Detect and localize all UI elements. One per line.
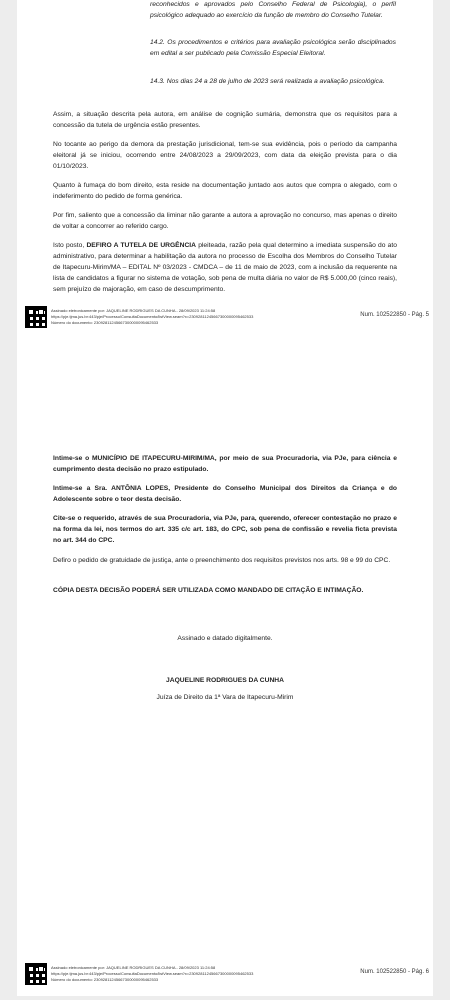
- signed-by-line: Assinado eletronicamente por: JAQUELINE RODRIGUES DA CUNHA - 28/09/2023 11:24:58: [51, 965, 216, 970]
- paragraph-intimation-municipality: Intime-se o MUNICÍPIO DE ITAPECURU-MIRIM/MA, por meio de sua Procuradoria, via PJe, para ciência e cumprimento desta decisão no prazo estipulado.: [53, 455, 397, 473]
- qr-code-icon: [25, 306, 47, 328]
- decision-rest: pleiteada, razão pela qual determino a imediata suspensão do ato administrativo, para determinar a habilitação da autora no processo de Escolha dos Membros do Conselho Tutelar de Itapecuru-Mirim/MA – EDITAL Nº 03/2023 - CMDCA – de 11 de maio de 2023, com a inclusão da requerente na lista de candidatos a figurar no sistema de votação, sob pena de multa diária no valor de R$ 5.000,00 (cinco reais), sem prejuízo de majoração, em caso de descumprimento.: [53, 242, 397, 293]
- signature-info: [51, 308, 351, 326]
- paragraph-intimation-council: Intime-se a Sra. ANTÔNIA LOPES, Presidente do Conselho Municipal dos Direitos da Criança e do Adolescente sobre o teor desta decisão.: [53, 485, 397, 503]
- document-url-link[interactable]: https://pje.tjma.jus.br:443/pje/Processo/ConsultaDocumento/listView.seam?x=23092811245667300000095462533: [51, 314, 254, 319]
- page-number: Num. 102522850 - Pág. 6: [360, 969, 429, 975]
- signed-digitally-text: Assinado e datado digitalmente.: [177, 635, 273, 642]
- paragraph-free-justice: Defiro o pedido de gratuidade de justiça, ante o preenchimento dos requisitos previstos nos arts. 98 e 99 do CPC.: [53, 557, 391, 564]
- signature-footer: [25, 963, 429, 987]
- decision-intro: Isto posto,: [53, 242, 87, 249]
- signature-info: [51, 965, 351, 983]
- signed-by-line: Assinado eletronicamente por: JAQUELINE RODRIGUES DA CUNHA - 28/09/2023 11:24:58: [51, 308, 216, 313]
- page-number: Num. 102522850 - Pág. 5: [360, 312, 429, 318]
- judge-name: JAQUELINE RODRIGUES DA CUNHA: [166, 677, 284, 684]
- paragraph-final-note: Por fim, saliento que a concessão da liminar não garante a autora a aprovação no concurso, mas apenas o direito de voltar a concorrer ao referido cargo.: [53, 212, 397, 230]
- paragraph-citation: Cite-se o requerido, através de sua Procuradoria, via PJe, para, querendo, oferecer contestação no prazo e na forma da lei, nos termos do art. 335 c/c art. 183, do CPC, sob pena de confissão e revelia ficta prevista no art. 344 do CPC.: [53, 515, 397, 544]
- paragraph-fumus: Quanto à fumaça do bom direito, esta reside na documentação juntado aos autos que compra o alegado, com o indeferimento do pedido de forma genérica.: [53, 182, 397, 200]
- paragraph-periculum: No tocante ao perigo da demora da prestação jurisdicional, tem-se sua evidência, pois o período da campanha eleitoral já se iniciou, ocorrendo entre 24/08/2023 a 29/09/2023, com data da eleição prevista para o dia 01/10/2023.: [53, 141, 397, 170]
- quote-item-14-2: 14.2. Os procedimentos e critérios para avaliação psicológica serão disciplinados em edital a ser publicado pela Comissão Especial Eleitoral.: [150, 39, 396, 57]
- quote-item-14-3: 14.3. Nos dias 24 a 28 de julho de 2023 será realizada a avaliação psicológica.: [150, 78, 385, 85]
- document-number-line: Número do documento: 23092811245667300000095462533: [51, 320, 159, 325]
- judge-role: Juíza de Direito da 1ª Vara de Itapecuru-Mirim: [156, 694, 294, 701]
- paragraph-urgency-requirements: Assim, a situação descrita pela autora, em análise de cognição sumária, demonstra que os requisitos para a concessão da tutela de urgência estão presentes.: [53, 111, 397, 129]
- paragraph-decision: [53, 241, 397, 296]
- document-number-line: Número do documento: 23092811245667300000095462533: [51, 977, 159, 982]
- signature-footer: [25, 306, 429, 330]
- quote-paragraph: reconhecidos e aprovados pelo Conselho Federal de Psicologia), o perfil psicológico adequado ao exercício da função de membro do Conselho Tutelar.: [150, 1, 396, 19]
- qr-code-icon: [25, 963, 47, 985]
- decision-bold: DEFIRO A TUTELA DE URGÊNCIA: [86, 242, 196, 249]
- document-url-link[interactable]: https://pje.tjma.jus.br:443/pje/Processo/ConsultaDocumento/listView.seam?x=23092811245667300000095462533: [51, 971, 254, 976]
- paragraph-copy-notice: CÓPIA DESTA DECISÃO PODERÁ SER UTILIZADA COMO MANDADO DE CITAÇÃO E INTIMAÇÃO.: [53, 587, 364, 594]
- document-page-6: [17, 396, 433, 996]
